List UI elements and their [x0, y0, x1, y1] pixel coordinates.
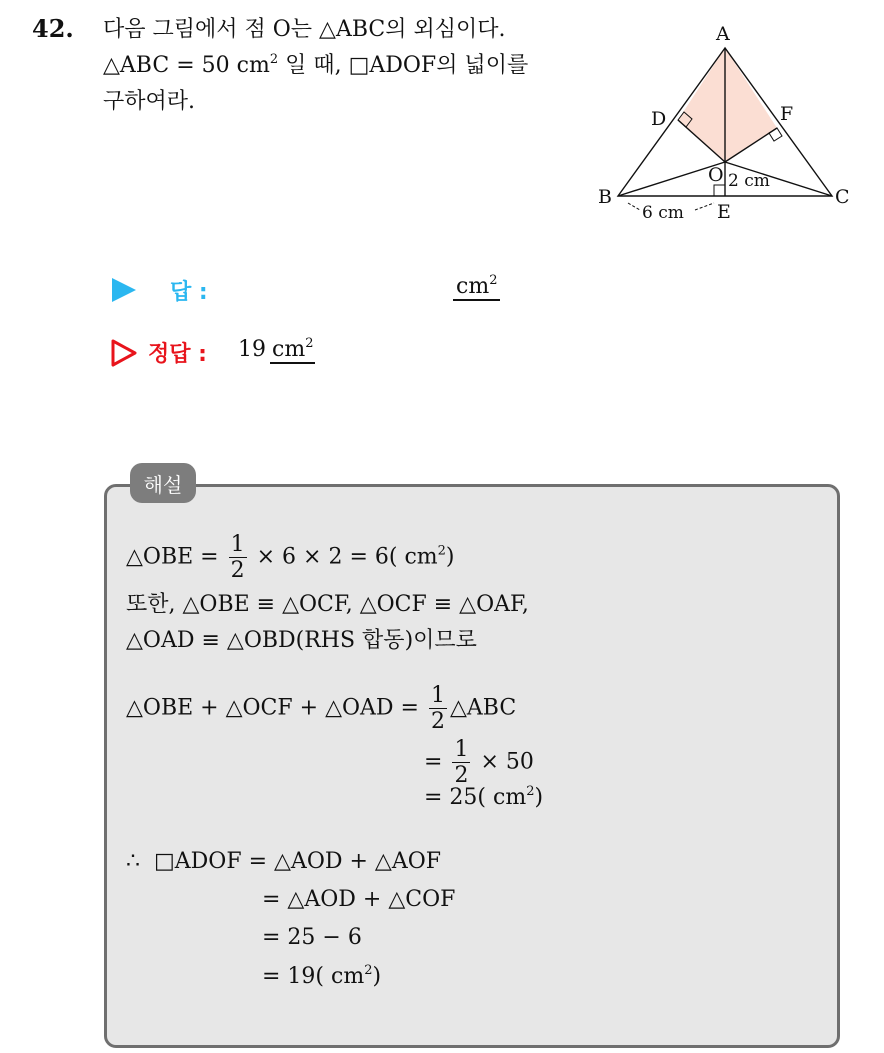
label-d: D	[651, 108, 667, 130]
solution-line-6-end: )	[534, 785, 544, 810]
solution-line-1-a: △OBE =	[126, 544, 219, 570]
solution-line-1-end: )	[445, 544, 455, 570]
fraction-one-half	[452, 737, 470, 788]
question-area-exponent: 2	[269, 52, 279, 67]
solution-line-3: △OAD ≡ △OBD(RHS 합동)이므로	[126, 628, 477, 653]
label-e: E	[717, 201, 731, 223]
solution-line-1-b: × 6 × 2 = 6( cm	[256, 544, 438, 570]
question-line-2-rest: 일 때, □ADOF의 넓이를	[285, 53, 529, 78]
fraction-numerator: 1	[454, 737, 469, 762]
shaded-quadrilateral-adof	[678, 48, 777, 162]
triangle-figure	[590, 20, 860, 230]
right-angle-mark-e	[714, 185, 725, 196]
fraction-denominator: 2	[430, 709, 445, 734]
solution-line-2: 또한, △OBE ≡ △OCF, △OCF ≡ △OAF,	[126, 592, 529, 617]
label-b: B	[598, 186, 612, 208]
fraction-denominator: 2	[230, 558, 245, 583]
solution-line-6	[424, 783, 543, 813]
answer-label: 답 :	[170, 280, 208, 305]
answer-unit-field[interactable]	[453, 274, 500, 301]
solution-line-6-a: = 25( cm	[424, 785, 527, 810]
solution-line-9: = 25 − 6	[262, 925, 362, 950]
correct-answer-value: 19	[238, 337, 266, 362]
label-o: O	[708, 164, 724, 186]
solution-line-5	[424, 737, 534, 788]
question-text	[103, 12, 593, 120]
measure-be-dash-right	[695, 203, 714, 210]
question-line-3: 구하여라.	[103, 89, 196, 114]
fraction-numerator: 1	[430, 683, 445, 708]
question-line-2	[103, 48, 593, 84]
solution-line-5-a: =	[424, 749, 443, 775]
correct-answer	[238, 337, 315, 362]
question-line-1: 다음 그림에서 점 O는 △ABC의 외심이다.	[103, 17, 506, 42]
fraction-numerator: 1	[230, 532, 245, 557]
solution-line-1-exponent: 2	[437, 543, 446, 559]
solution-line-7: ∴ □ADOF = △AOD + △AOF	[126, 849, 442, 874]
solution-line-10-end: )	[372, 964, 382, 989]
solution-line-5-b: × 50	[480, 749, 534, 775]
correct-answer-unit: cm	[272, 337, 306, 362]
measure-be-dash-left	[628, 203, 640, 210]
label-a: A	[716, 23, 730, 45]
solution-line-10-a: = 19( cm	[262, 964, 365, 989]
correct-answer-unit-wrap	[270, 337, 315, 364]
measure-be-label: 6 cm	[642, 203, 684, 223]
answer-unit-exponent: 2	[489, 273, 498, 288]
answer-row	[108, 272, 528, 312]
fraction-one-half	[429, 683, 447, 734]
solution-line-4-b: △ABC	[449, 695, 517, 721]
question-number: 42.	[32, 14, 74, 43]
label-f: F	[780, 103, 794, 125]
solution-line-6-exponent: 2	[526, 784, 535, 799]
solution-line-1	[126, 532, 455, 583]
solution-line-10-exponent: 2	[364, 963, 373, 978]
answer-unit: cm	[456, 274, 490, 299]
outline-play-icon	[110, 338, 138, 368]
solution-line-10	[262, 962, 381, 992]
correct-answer-unit-exponent: 2	[305, 336, 314, 351]
play-icon	[112, 278, 136, 302]
solution-line-8: = △AOD + △COF	[262, 887, 456, 912]
label-c: C	[835, 186, 850, 208]
correct-answer-label: 정답 :	[148, 342, 207, 367]
measure-oe-label: 2 cm	[728, 171, 770, 191]
solution-tab: 해설	[130, 463, 196, 503]
question-area-value: △ABC = 50 cm	[103, 53, 270, 78]
solution-line-4-a: △OBE + △OCF + △OAD =	[126, 695, 419, 721]
fraction-denominator: 2	[454, 763, 469, 788]
fraction-one-half	[229, 532, 247, 583]
solution-line-4	[126, 683, 516, 734]
correct-answer-row	[108, 334, 508, 374]
